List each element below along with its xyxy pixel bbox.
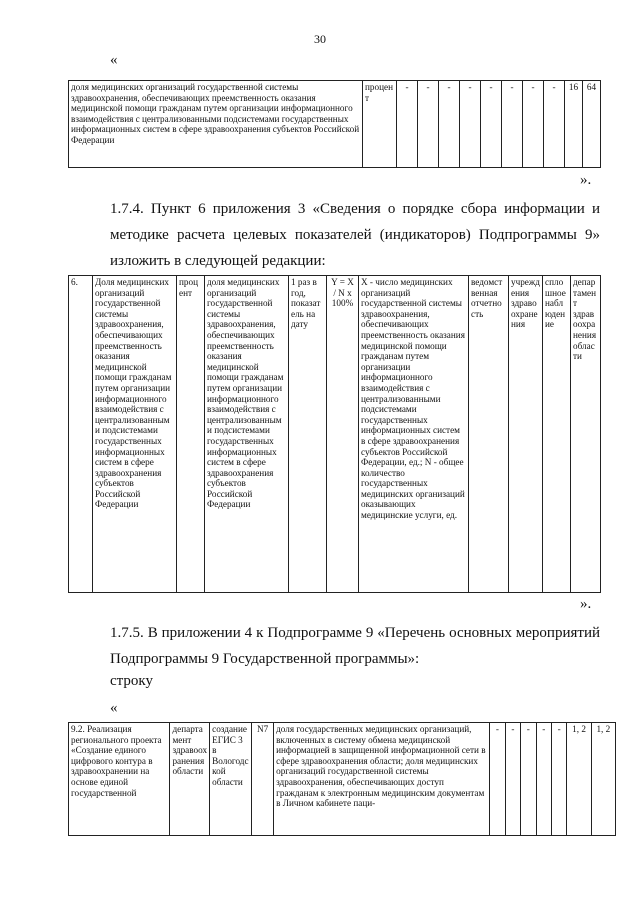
year-value-cell: - bbox=[439, 81, 460, 168]
indicator-name-cell: доля медицинских организаций государственной системы здравоохранения, обеспечивающих преемственность оказания медицинской помощи гражданам путем организации информационного взаимодействия с централизованными подсистемами государственных информационных систем в сфере здравоохранения субъектов Российской Федерации bbox=[69, 81, 363, 168]
year-value-cell: 16 bbox=[565, 81, 583, 168]
year-value-cell: - bbox=[460, 81, 481, 168]
open-quote: « bbox=[110, 700, 118, 716]
section-1-7-4 bbox=[72, 196, 600, 274]
result-cell: создание ЕГИС 3 в Вологодской области bbox=[210, 723, 252, 836]
source-cell: ведомственная отчетность bbox=[469, 276, 509, 593]
organization-cell: учреждения здравоохранения bbox=[509, 276, 543, 593]
year-value-cell: - bbox=[481, 81, 502, 168]
year-value-cell: - bbox=[523, 81, 544, 168]
stroku-label: строку bbox=[110, 673, 153, 689]
code-cell: N7 bbox=[252, 723, 274, 836]
close-quote: ». bbox=[580, 172, 592, 188]
indicators-cell: доля государственных медицинских организаций, включенных в систему обмена медицинской информацией в защищенной информационной сети в сфере здравоохранения области; доля медицинских организаций государственной системы здравоохранения, обеспечивающих доступ гражданам к электронным медицинским документам в Личном кабинете паци- bbox=[274, 723, 490, 836]
year-value-cell: 64 bbox=[583, 81, 601, 168]
row-number-cell: 6. bbox=[69, 276, 93, 593]
period-cell: 1 раз в год, показатель на дату bbox=[289, 276, 327, 593]
year-value-cell: - bbox=[544, 81, 565, 168]
indicator-name-cell: Доля медицинских организаций государственной системы здравоохранения, обеспечивающих преемственность оказания медицинской помощи гражданам путем организации информационного взаимодействия с централизованными подсистемами государственных информационных систем в сфере здравоохранения субъектов Российской Федерации bbox=[93, 276, 177, 593]
year-value-cell: 1, 2 bbox=[591, 723, 615, 836]
measures-table bbox=[68, 722, 616, 836]
measure-name-cell: 9.2. Реализация регионального проекта «Создание единого цифрового контура в здравоохранении на основе единой государственной bbox=[69, 723, 170, 836]
year-value-cell: - bbox=[418, 81, 439, 168]
variables-cell: X - число медицинских организаций государственной системы здравоохранения, обеспечивающих преемственность оказания медицинской помощи гражданам путем организации информационного взаимодействия с централизованными подсистемами государственных информационных систем в сфере здравоохранения субъектов Российской Федерации, ед.; N - общее количество государственных медицинских организаций оказывающих медицинские услуги, ед. bbox=[359, 276, 469, 593]
methodology-table bbox=[68, 275, 601, 593]
section-1-7-5-text: 1.7.5. В приложении 4 к Подпрограмме 9 «Перечень основных мероприятий Подпрограммы 9 Государственной программы»: bbox=[110, 625, 600, 667]
method-cell: сплошное наблюдение bbox=[543, 276, 571, 593]
year-value-cell: - bbox=[551, 723, 566, 836]
close-quote: ». bbox=[580, 596, 592, 612]
open-quote: « bbox=[110, 52, 118, 68]
section-1-7-5 bbox=[72, 620, 600, 672]
section-1-7-4-text: 1.7.4. Пункт 6 приложения 3 «Сведения о порядке сбора информации и методике расчета целевых показателей (индикаторов) Подпрограммы 9» изложить в следующей редакции: bbox=[110, 201, 600, 269]
definition-cell: доля медицинских организаций государственной системы здравоохранения, обеспечивающих преемственность оказания медицинской помощи гражданам путем организации информационного взаимодействия с централизованными подсистемами государственных информационных систем в сфере здравоохранения субъектов Российской Федерации bbox=[205, 276, 289, 593]
year-value-cell: - bbox=[397, 81, 418, 168]
year-value-cell: - bbox=[490, 723, 505, 836]
year-value-cell: - bbox=[521, 723, 536, 836]
unit-cell: процент bbox=[363, 81, 397, 168]
indicator-row-table bbox=[68, 80, 601, 168]
executor-cell: департамент здравоохранения области bbox=[170, 723, 210, 836]
year-value-cell: - bbox=[505, 723, 520, 836]
formula-cell: Y = X / N x 100% bbox=[327, 276, 359, 593]
year-value-cell: - bbox=[536, 723, 551, 836]
page-number: 30 bbox=[314, 32, 326, 46]
year-value-cell: - bbox=[502, 81, 523, 168]
year-value-cell: 1, 2 bbox=[567, 723, 591, 836]
responsible-cell: департамент здравоохранения области bbox=[571, 276, 601, 593]
unit-cell: процент bbox=[177, 276, 205, 593]
